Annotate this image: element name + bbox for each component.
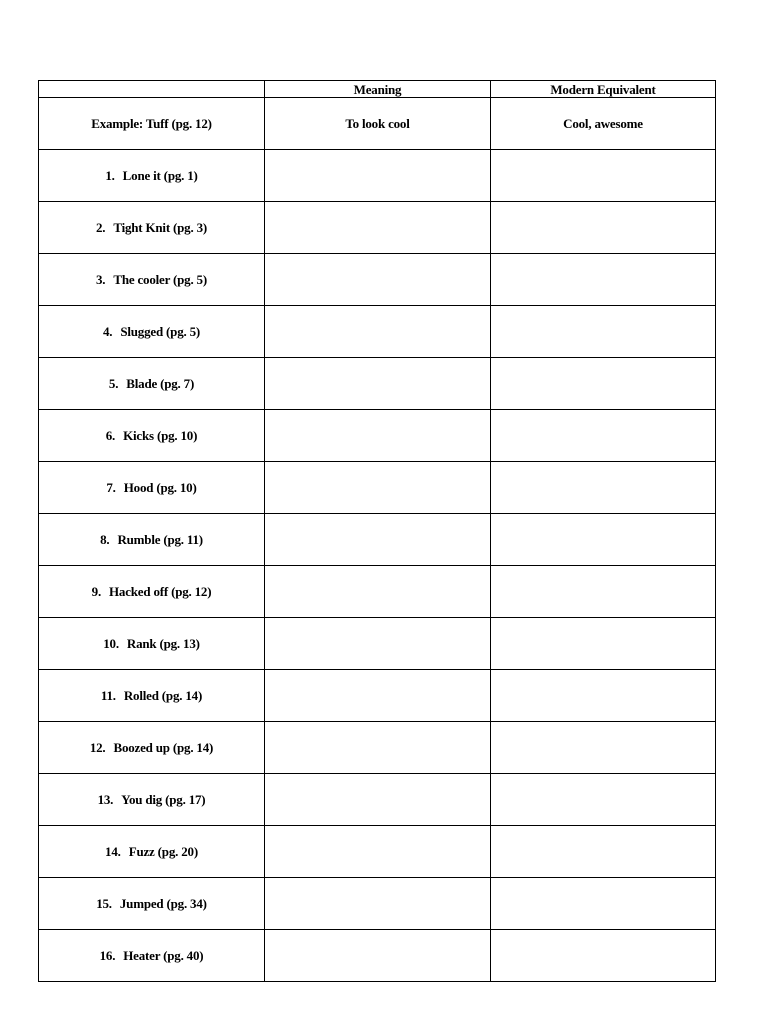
- meaning-cell[interactable]: [265, 878, 491, 930]
- item-number: 4.: [102, 324, 113, 339]
- item-term: Heater (pg. 40): [123, 948, 204, 963]
- meaning-cell[interactable]: [265, 826, 491, 878]
- modern-equivalent-cell[interactable]: [491, 618, 716, 670]
- table-row: [39, 670, 716, 722]
- meaning-cell[interactable]: [265, 566, 491, 618]
- meaning-cell[interactable]: [265, 150, 491, 202]
- modern-equivalent-cell[interactable]: [491, 306, 716, 358]
- table-row: [39, 254, 716, 306]
- table-row: [39, 618, 716, 670]
- term-cell: [39, 462, 265, 514]
- item-number: 1.: [105, 168, 115, 183]
- modern-equivalent-cell[interactable]: [491, 826, 716, 878]
- header-modern-equivalent: Modern Equivalent: [491, 81, 716, 98]
- meaning-cell[interactable]: [265, 358, 491, 410]
- modern-equivalent-cell[interactable]: [491, 878, 716, 930]
- table-row: [39, 878, 716, 930]
- item-number: 15.: [96, 896, 112, 911]
- example-term: Example: Tuff (pg. 12): [39, 98, 265, 150]
- table-body: [39, 98, 716, 982]
- term-cell: [39, 306, 265, 358]
- term-cell: [39, 878, 265, 930]
- item-number: 8.: [100, 532, 110, 547]
- meaning-cell[interactable]: [265, 254, 491, 306]
- meaning-cell[interactable]: [265, 514, 491, 566]
- header-meaning: Meaning: [265, 81, 491, 98]
- item-number: 6.: [105, 428, 116, 443]
- meaning-cell[interactable]: [265, 930, 491, 982]
- modern-equivalent-cell[interactable]: [491, 566, 716, 618]
- meaning-cell[interactable]: [265, 774, 491, 826]
- item-number: 5.: [108, 376, 119, 391]
- term-cell: [39, 722, 265, 774]
- item-number: 12.: [89, 740, 106, 755]
- term-cell: [39, 410, 265, 462]
- term-cell: [39, 826, 265, 878]
- modern-equivalent-cell[interactable]: [491, 150, 716, 202]
- item-number: 16.: [99, 948, 116, 963]
- meaning-cell[interactable]: [265, 618, 491, 670]
- modern-equivalent-cell[interactable]: [491, 774, 716, 826]
- table-row: [39, 826, 716, 878]
- modern-equivalent-cell[interactable]: [491, 410, 716, 462]
- table-row: [39, 306, 716, 358]
- item-term: Hood (pg. 10): [123, 480, 197, 495]
- item-number: 14.: [105, 844, 121, 859]
- table-row: [39, 150, 716, 202]
- term-cell: [39, 930, 265, 982]
- modern-equivalent-cell[interactable]: [491, 670, 716, 722]
- item-term: Hacked off (pg. 12): [109, 584, 212, 599]
- item-number: 11.: [100, 688, 116, 703]
- item-term: Kicks (pg. 10): [123, 428, 198, 443]
- term-cell: [39, 774, 265, 826]
- item-number: 9.: [91, 584, 101, 599]
- meaning-cell[interactable]: [265, 410, 491, 462]
- item-term: Tight Knit (pg. 3): [113, 220, 208, 235]
- item-term: Fuzz (pg. 20): [128, 844, 198, 859]
- table-row: [39, 462, 716, 514]
- item-number: 3.: [95, 272, 106, 287]
- table-row: [39, 410, 716, 462]
- vocabulary-table: [38, 80, 716, 982]
- term-cell: [39, 358, 265, 410]
- term-cell: [39, 254, 265, 306]
- item-term: Blade (pg. 7): [126, 376, 195, 391]
- item-term: Rolled (pg. 14): [123, 688, 203, 703]
- table-row: [39, 930, 716, 982]
- term-cell: [39, 670, 265, 722]
- meaning-cell[interactable]: [265, 722, 491, 774]
- meaning-cell[interactable]: [265, 306, 491, 358]
- table-row: [39, 514, 716, 566]
- table-row: [39, 202, 716, 254]
- item-term: Rank (pg. 13): [126, 636, 200, 651]
- table-header-row: [39, 81, 716, 98]
- item-number: 13.: [97, 792, 114, 807]
- modern-equivalent-cell[interactable]: [491, 462, 716, 514]
- item-term: Lone it (pg. 1): [122, 168, 198, 183]
- modern-equivalent-cell[interactable]: [491, 722, 716, 774]
- example-meaning: To look cool: [265, 98, 491, 150]
- table-row: [39, 774, 716, 826]
- example-modern-equivalent: Cool, awesome: [491, 98, 716, 150]
- item-term: Boozed up (pg. 14): [113, 740, 214, 755]
- item-term: You dig (pg. 17): [121, 792, 206, 807]
- item-term: The cooler (pg. 5): [113, 272, 207, 287]
- example-row: [39, 98, 716, 150]
- item-term: Rumble (pg. 11): [117, 532, 203, 547]
- meaning-cell[interactable]: [265, 462, 491, 514]
- item-number: 7.: [106, 480, 116, 495]
- meaning-cell[interactable]: [265, 202, 491, 254]
- term-cell: [39, 202, 265, 254]
- modern-equivalent-cell[interactable]: [491, 358, 716, 410]
- meaning-cell[interactable]: [265, 670, 491, 722]
- term-cell: [39, 150, 265, 202]
- item-number: 10.: [103, 636, 119, 651]
- term-cell: [39, 514, 265, 566]
- item-term: Slugged (pg. 5): [120, 324, 201, 339]
- item-number: 2.: [95, 220, 106, 235]
- table-row: [39, 722, 716, 774]
- term-cell: [39, 618, 265, 670]
- modern-equivalent-cell[interactable]: [491, 930, 716, 982]
- table-row: [39, 358, 716, 410]
- modern-equivalent-cell[interactable]: [491, 202, 716, 254]
- table-row: [39, 566, 716, 618]
- header-term: [39, 81, 265, 98]
- item-term: Jumped (pg. 34): [119, 896, 207, 911]
- modern-equivalent-cell[interactable]: [491, 254, 716, 306]
- modern-equivalent-cell[interactable]: [491, 514, 716, 566]
- term-cell: [39, 566, 265, 618]
